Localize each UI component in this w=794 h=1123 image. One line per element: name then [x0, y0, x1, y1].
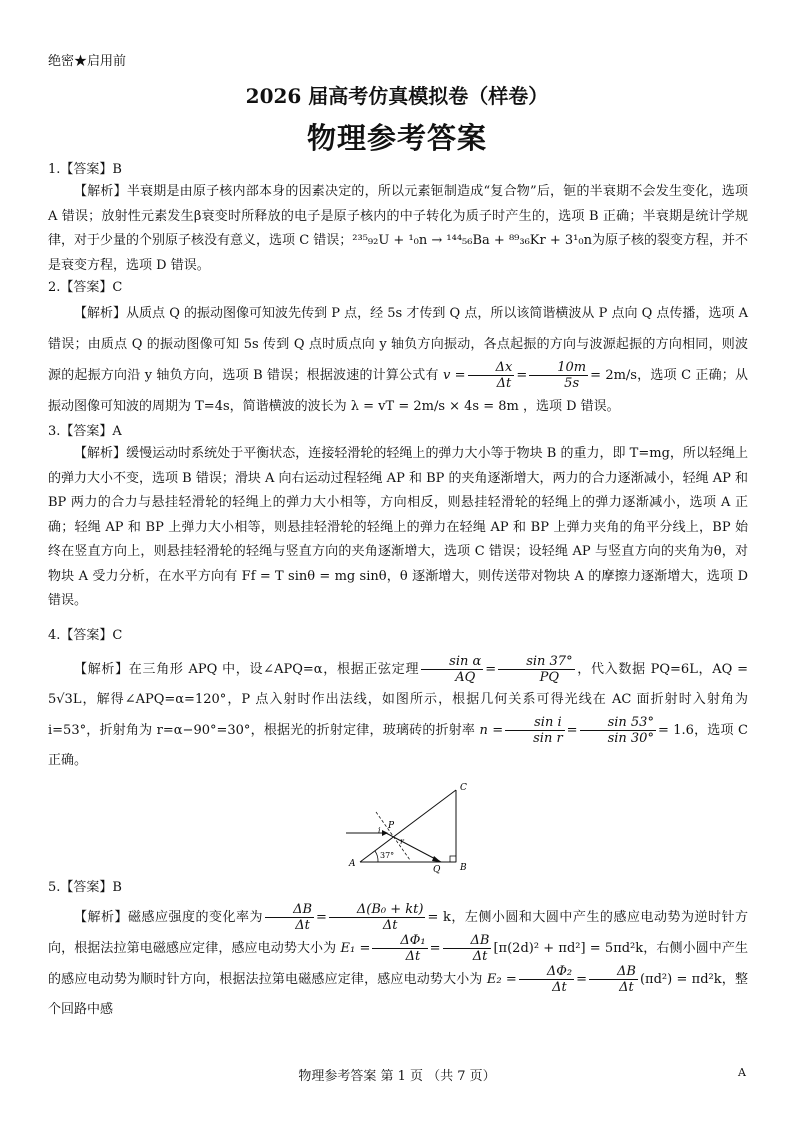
q2-v-rhs: = 2m/s	[590, 368, 637, 383]
q2-answer: 2.【答案】C	[48, 280, 123, 295]
q4-analysis-c: ，选项 C 正确。	[48, 722, 748, 768]
q5-frac-num2: Δ(B₀ + kt)	[329, 902, 426, 918]
exam-title: 2026 届高考仿真模拟卷（样卷）	[245, 84, 549, 108]
q5-analysis-a: 【解析】磁感应强度的变化率为	[74, 909, 264, 925]
page-footer: 物理参考答案 第 1 页 （共 7 页）	[298, 1069, 496, 1084]
q5-e1-num1: ΔΦ₁	[372, 933, 427, 949]
version-mark: A	[738, 1066, 746, 1079]
q4-frac-sin-a	[421, 654, 483, 685]
q2-analysis-a: 【解析】从质点 Q 的振动图像可知波先传到 P 点，经 5s 才传到 Q 点，所以该简谐横波从 P 点向 Q 点传播，选项 A 错误；由质点 Q 的振动图像可知 5s 传到 Q 点时质点向 y 轴负方向振动，各点起振的方向与波源起振的方向相同，则波源的起振方向沿 y 轴负方向，选项 B 错误；根据波速的计算公式有	[48, 306, 748, 383]
q4-frac-n-num1: sin i	[505, 715, 565, 731]
answer-content	[48, 160, 748, 1025]
label-q: Q	[433, 864, 441, 874]
q1-equation: ²³⁵₉₂U + ¹₀n → ¹⁴⁴₅₆Ba + ⁸⁹₃₆Kr + 3¹₀n	[352, 233, 592, 248]
q4-frac-den1: AQ	[455, 669, 476, 685]
q5-e2-den2: Δt	[619, 979, 634, 995]
q5-frac-den1: Δt	[295, 917, 310, 933]
q4-frac-n-den1: sin r	[533, 730, 563, 746]
q2-frac-num2: 10m	[529, 360, 588, 376]
refracted-ray	[386, 833, 441, 862]
q4-sine-eq: =	[485, 661, 497, 677]
q2-analysis-b: ，选项 C 正确；从振动图像可知波的周期为 T=4s，简谐横波的波长为 λ = vT = 2m/s × 4s = 8m ，选项 D 错误。	[48, 368, 748, 414]
q3-answer: 3.【答案】A	[48, 424, 122, 439]
q1-answer: 1.【答案】B	[48, 162, 122, 177]
q4-frac-n-num2: sin 53°	[580, 715, 656, 731]
label-angle-37: 37°	[380, 850, 395, 860]
label-r: r	[400, 836, 404, 846]
q4-n-lhs: n =	[479, 722, 504, 738]
q3-analysis: 【解析】缓慢运动时系统处于平衡状态，连接轻滑轮的轻绳上的弹力大小等于物块 B 的重力，即 T=mg，所以轻绳上的弹力大小不变，选项 B 错误；滑块 A 向右运动过程轻绳 AP 和 BP 的夹角逐渐增大，两力的合力逐渐减小，轻绳 AP 和 BP 两力的合力与悬挂轻滑轮的轻绳上的弹力大小相等，方向相反，则悬挂轻滑轮的轻绳上的弹力逐渐减小，选项 A 正确；轻绳 AP 和 BP 上弹力大小相等，则悬挂轻滑轮的轻绳上的弹力在轻绳 AP 和 BP 上弹力夹角的角平分线上，BP 始终在竖直方向上，则悬挂轻滑轮的轻绳与竖直方向的夹角逐渐增大，选项 C 错误；设轻绳 AP 与竖直方向的夹角为θ，对物块 A 受力分析，在水平方向有 Ff = T sinθ = mg sinθ，θ 逐渐增大，则传送带对物块 A 的摩擦力逐渐增大，选项 D 错误。	[48, 446, 748, 608]
q5-analysis	[48, 902, 748, 1025]
q5-frac-db-dt	[265, 902, 314, 933]
q5-frac-den2: Δt	[382, 917, 398, 933]
q4-answer: 4.【答案】C	[48, 627, 123, 643]
q5-e2-lhs: E₂ =	[486, 971, 517, 987]
document-title: 物理参考答案	[306, 121, 487, 155]
q1-analysis-end: 为原子核的裂变方程，并不是衰变方程，选项 D 错误。	[48, 233, 748, 273]
label-p: P	[388, 820, 395, 831]
q5-e2-eq: =	[576, 971, 587, 987]
q4-analysis-b: ，代入数据 PQ=6L，AQ = 5√3L，解得∠APQ=α=120°，P 点入射时作出法线，如图所示，根据几何关系可得光线在 AC 面折射时入射角为 i=53°，折射角为 r=α−90°=30°，根据光的折射定律，玻璃砖的折射率	[48, 661, 748, 738]
q2-v-lhs: v =	[443, 368, 466, 383]
q5-analysis-b: ，左侧小圆和大圆中产生的感应电动势为逆时针方向，根据法拉第电磁感应定律，感应电动势大小为	[48, 909, 748, 956]
prism-diagram	[338, 778, 498, 874]
q4-frac-den2: PQ	[539, 669, 560, 685]
q5-frac-e1-db	[443, 933, 492, 964]
q5-rate-rhs: = k	[427, 909, 451, 925]
q5-analysis-d: ，整个回路中感	[48, 971, 748, 1017]
q4-analysis	[48, 654, 748, 776]
q5-frac-phi2	[519, 964, 574, 995]
q2-frac-num: Δx	[468, 360, 515, 376]
q5-e2-num2: ΔB	[589, 964, 638, 980]
q2-frac-den2: 5s	[564, 376, 580, 391]
q1-analysis	[48, 180, 748, 278]
q5-answer: 5.【答案】B	[48, 879, 122, 895]
q4-frac-sin-37	[498, 654, 574, 685]
label-i: i	[378, 825, 381, 835]
label-c: C	[460, 782, 467, 793]
refracted-arrow	[432, 856, 441, 862]
q5-e1-den2: Δt	[472, 948, 488, 964]
q5-frac-b0-kt	[329, 902, 426, 933]
q4-analysis-a: 【解析】在三角形 APQ 中，设∠APQ=α，根据正弦定理	[74, 661, 420, 677]
q1-analysis-text: 【解析】半衰期是由原子核内部本身的因素决定的，所以元素钷制造成“复合物”后，钷的半衰期不会发生变化，选项 A 错误；放射性元素发生β衰变时所释放的电子是原子核内的中子转化为质子时产生的，选项 B 正确；半衰期是统计学规律，对于少量的个别原子核没有意义，选项 C 错误；	[48, 184, 748, 248]
q5-e1-lhs: E₁ =	[340, 940, 371, 956]
q4-frac-sin-i	[505, 715, 565, 746]
q5-frac-e2-db	[589, 964, 638, 995]
q4-frac-sin-53	[580, 715, 656, 746]
q5-e2-num1: ΔΦ₂	[519, 964, 574, 980]
q2-v-mid: =	[516, 368, 528, 383]
q2-frac-den: Δt	[496, 376, 512, 391]
q4-n-rhs: = 1.6	[657, 722, 694, 738]
spacer	[48, 614, 748, 626]
q4-n-eq: =	[566, 722, 578, 738]
q4-frac-num2: sin 37°	[498, 654, 574, 670]
right-angle-mark	[450, 856, 456, 862]
q5-frac-phi1	[372, 933, 427, 964]
q4-frac-num1: sin α	[421, 654, 483, 670]
q5-e1-num2: ΔB	[443, 933, 492, 949]
q5-e1-eq: =	[429, 940, 441, 956]
spacer	[48, 646, 748, 654]
angle-arc	[375, 851, 378, 862]
q2-analysis	[48, 298, 748, 422]
q5-analysis-c: ，右侧小圆中产生的感应电动势为顺时针方向，根据法拉第电磁感应定律，感应电动势大小为	[48, 940, 748, 987]
q5-frac-num1: ΔB	[265, 902, 314, 918]
label-a: A	[349, 858, 356, 869]
q5-e2-rhs: (πd²) = πd²k	[639, 971, 722, 987]
q4-frac-n-den2: sin 30°	[607, 730, 654, 746]
label-b: B	[460, 862, 467, 873]
q5-e1-den1: Δt	[405, 948, 421, 964]
q2-frac-dx-dt	[468, 360, 515, 391]
secret-label: 绝密★启用前	[48, 54, 127, 69]
edge-ac	[360, 790, 456, 862]
q2-frac-values	[529, 360, 588, 391]
q5-e1-rhs: [π(2d)² + πd²] = 5πd²k	[493, 940, 644, 956]
q5-rate-eq: =	[316, 909, 327, 925]
q5-e2-den1: Δt	[552, 979, 567, 995]
